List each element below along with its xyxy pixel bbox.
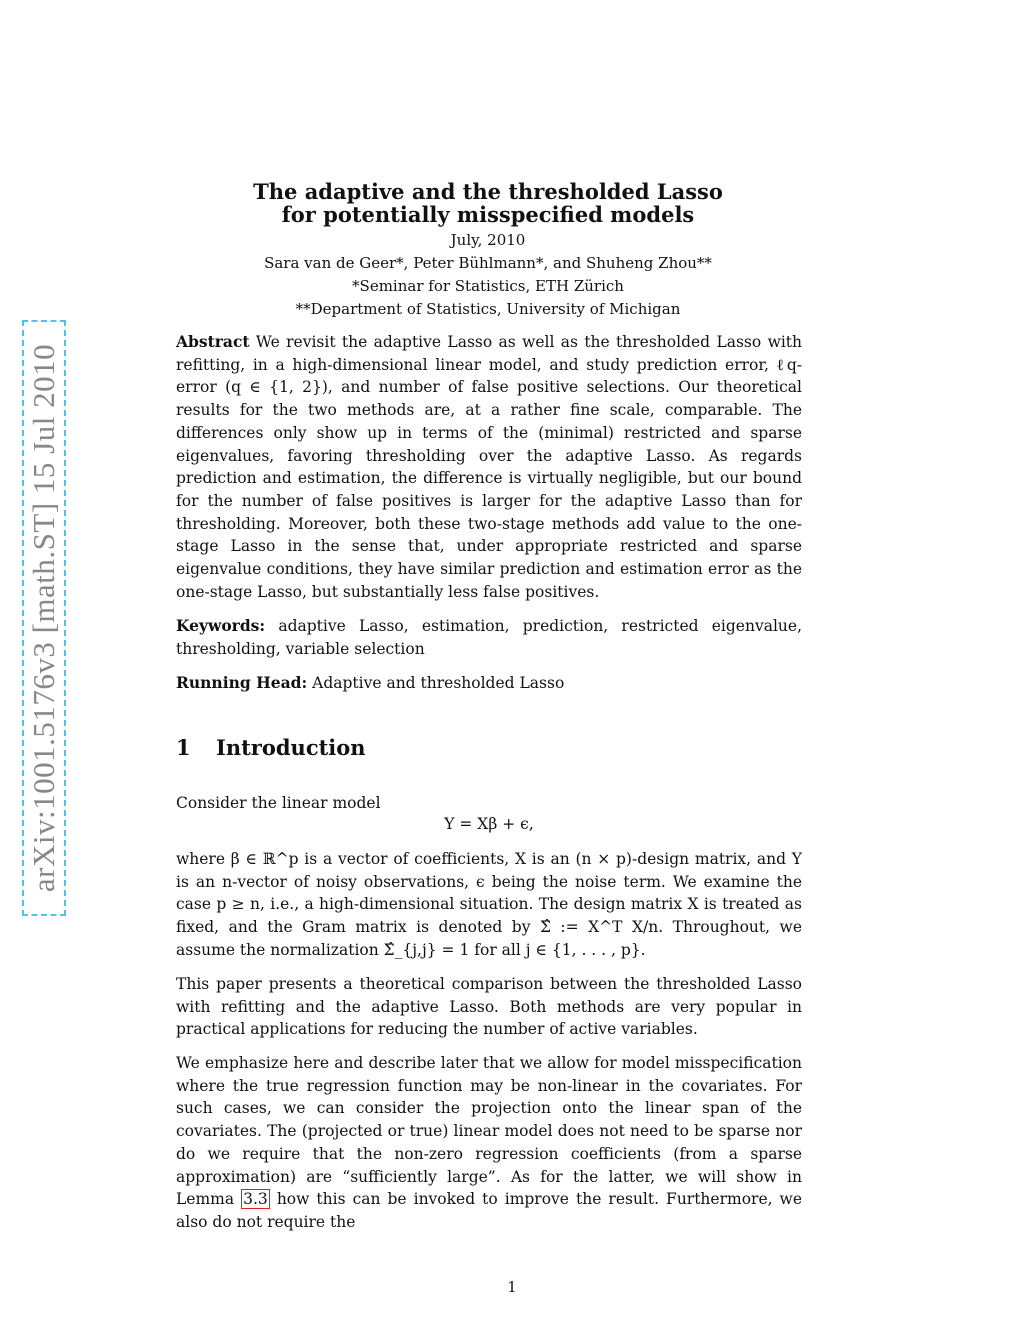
section-heading [176, 735, 366, 760]
para3-text-after: how this can be invoked to improve the result. Furthermore, we also do not require the [176, 1190, 802, 1231]
paper-title [176, 180, 800, 226]
keywords-label: Keywords: [176, 616, 266, 635]
arxiv-id: arXiv:1001.5176v3 [math.ST] 15 Jul 2010 [26, 343, 61, 893]
intro-paragraph-1: where β ∈ ℝ^p is a vector of coefficients, X is an (n × p)-design matrix, and Y is an n-vector of noisy observations, ϵ being the noise term. We examine the case p ≥ n, i.e., a high-dimensional situation. The design matrix X is treated as fixed, and the Gram matrix is denoted by Σ̂ := X^T X/n. Throughout, we assume the normalization Σ̂_{j,j} = 1 for all j ∈ {1, . . . , p}. [176, 850, 802, 959]
lemma-reference-link[interactable]: 3.3 [243, 1190, 268, 1209]
authors: Sara van de Geer*, Peter Bühlmann*, and Shuheng Zhou** [264, 254, 712, 272]
affiliation-eth: *Seminar for Statistics, ETH Zürich [352, 277, 624, 295]
keywords-text: adaptive Lasso, estimation, prediction, restricted eigenvalue, thresholding, variable selection [176, 617, 802, 658]
linear-model-equation: Y = Xβ + ϵ, [444, 815, 534, 833]
arxiv-stamp [22, 320, 66, 916]
running-head-label: Running Head: [176, 673, 308, 692]
running-head [176, 672, 802, 695]
abstract-text: We revisit the adaptive Lasso as well as the thresholded Lasso with refitting, in a high-dimensional linear model, and study prediction error, ℓq-error (q ∈ {1, 2}), and number of false positive selections. Our theoretical results for the two methods are, at a rather fine scale, comparable. The differences only show up in terms of the (minimal) restricted and sparse eigenvalues, favoring thresholding over the adaptive Lasso. As regards prediction and estimation, the difference is virtually negligible, but our bound for the number of false positives is larger for the adaptive Lasso than for thresholding. Moreover, both these two-stage methods add value to the one-stage Lasso in the sense that, under appropriate restricted and sparse eigenvalue conditions, they have similar prediction and estimation error as the one-stage Lasso, but substantially less false positives. [176, 333, 802, 601]
abstract-label: Abstract [176, 332, 250, 351]
abstract [176, 331, 802, 603]
section-number: 1 [176, 735, 191, 760]
title-line-1: The adaptive and the thresholded Lasso [253, 179, 723, 204]
page-number: 1 [507, 1278, 517, 1296]
keywords [176, 615, 802, 660]
date: July, 2010 [450, 231, 526, 249]
affiliation-michigan: **Department of Statistics, University of Michigan [295, 300, 681, 318]
intro-lead: Consider the linear model [176, 794, 381, 812]
title-line-2: for potentially misspecified models [281, 202, 695, 227]
para3-text-before: We emphasize here and describe later that we allow for model misspecification where the true regression function may be non-linear in the covariates. For such cases, we can consider the projection onto the linear span of the covariates. The (projected or true) linear model does not need to be sparse nor do we require that the non-zero regression coefficients (from a sparse approximation) are “sufficiently large”. As for the latter, we will show in Lemma [176, 1054, 802, 1209]
section-title: Introduction [216, 735, 366, 760]
running-head-text: Adaptive and thresholded Lasso [312, 674, 565, 692]
intro-paragraph-2: This paper presents a theoretical comparison between the thresholded Lasso with refitting and the adaptive Lasso. Both methods are very popular in practical applications for reducing the number of active variables. [176, 975, 802, 1039]
intro-paragraph-3 [176, 1052, 802, 1234]
